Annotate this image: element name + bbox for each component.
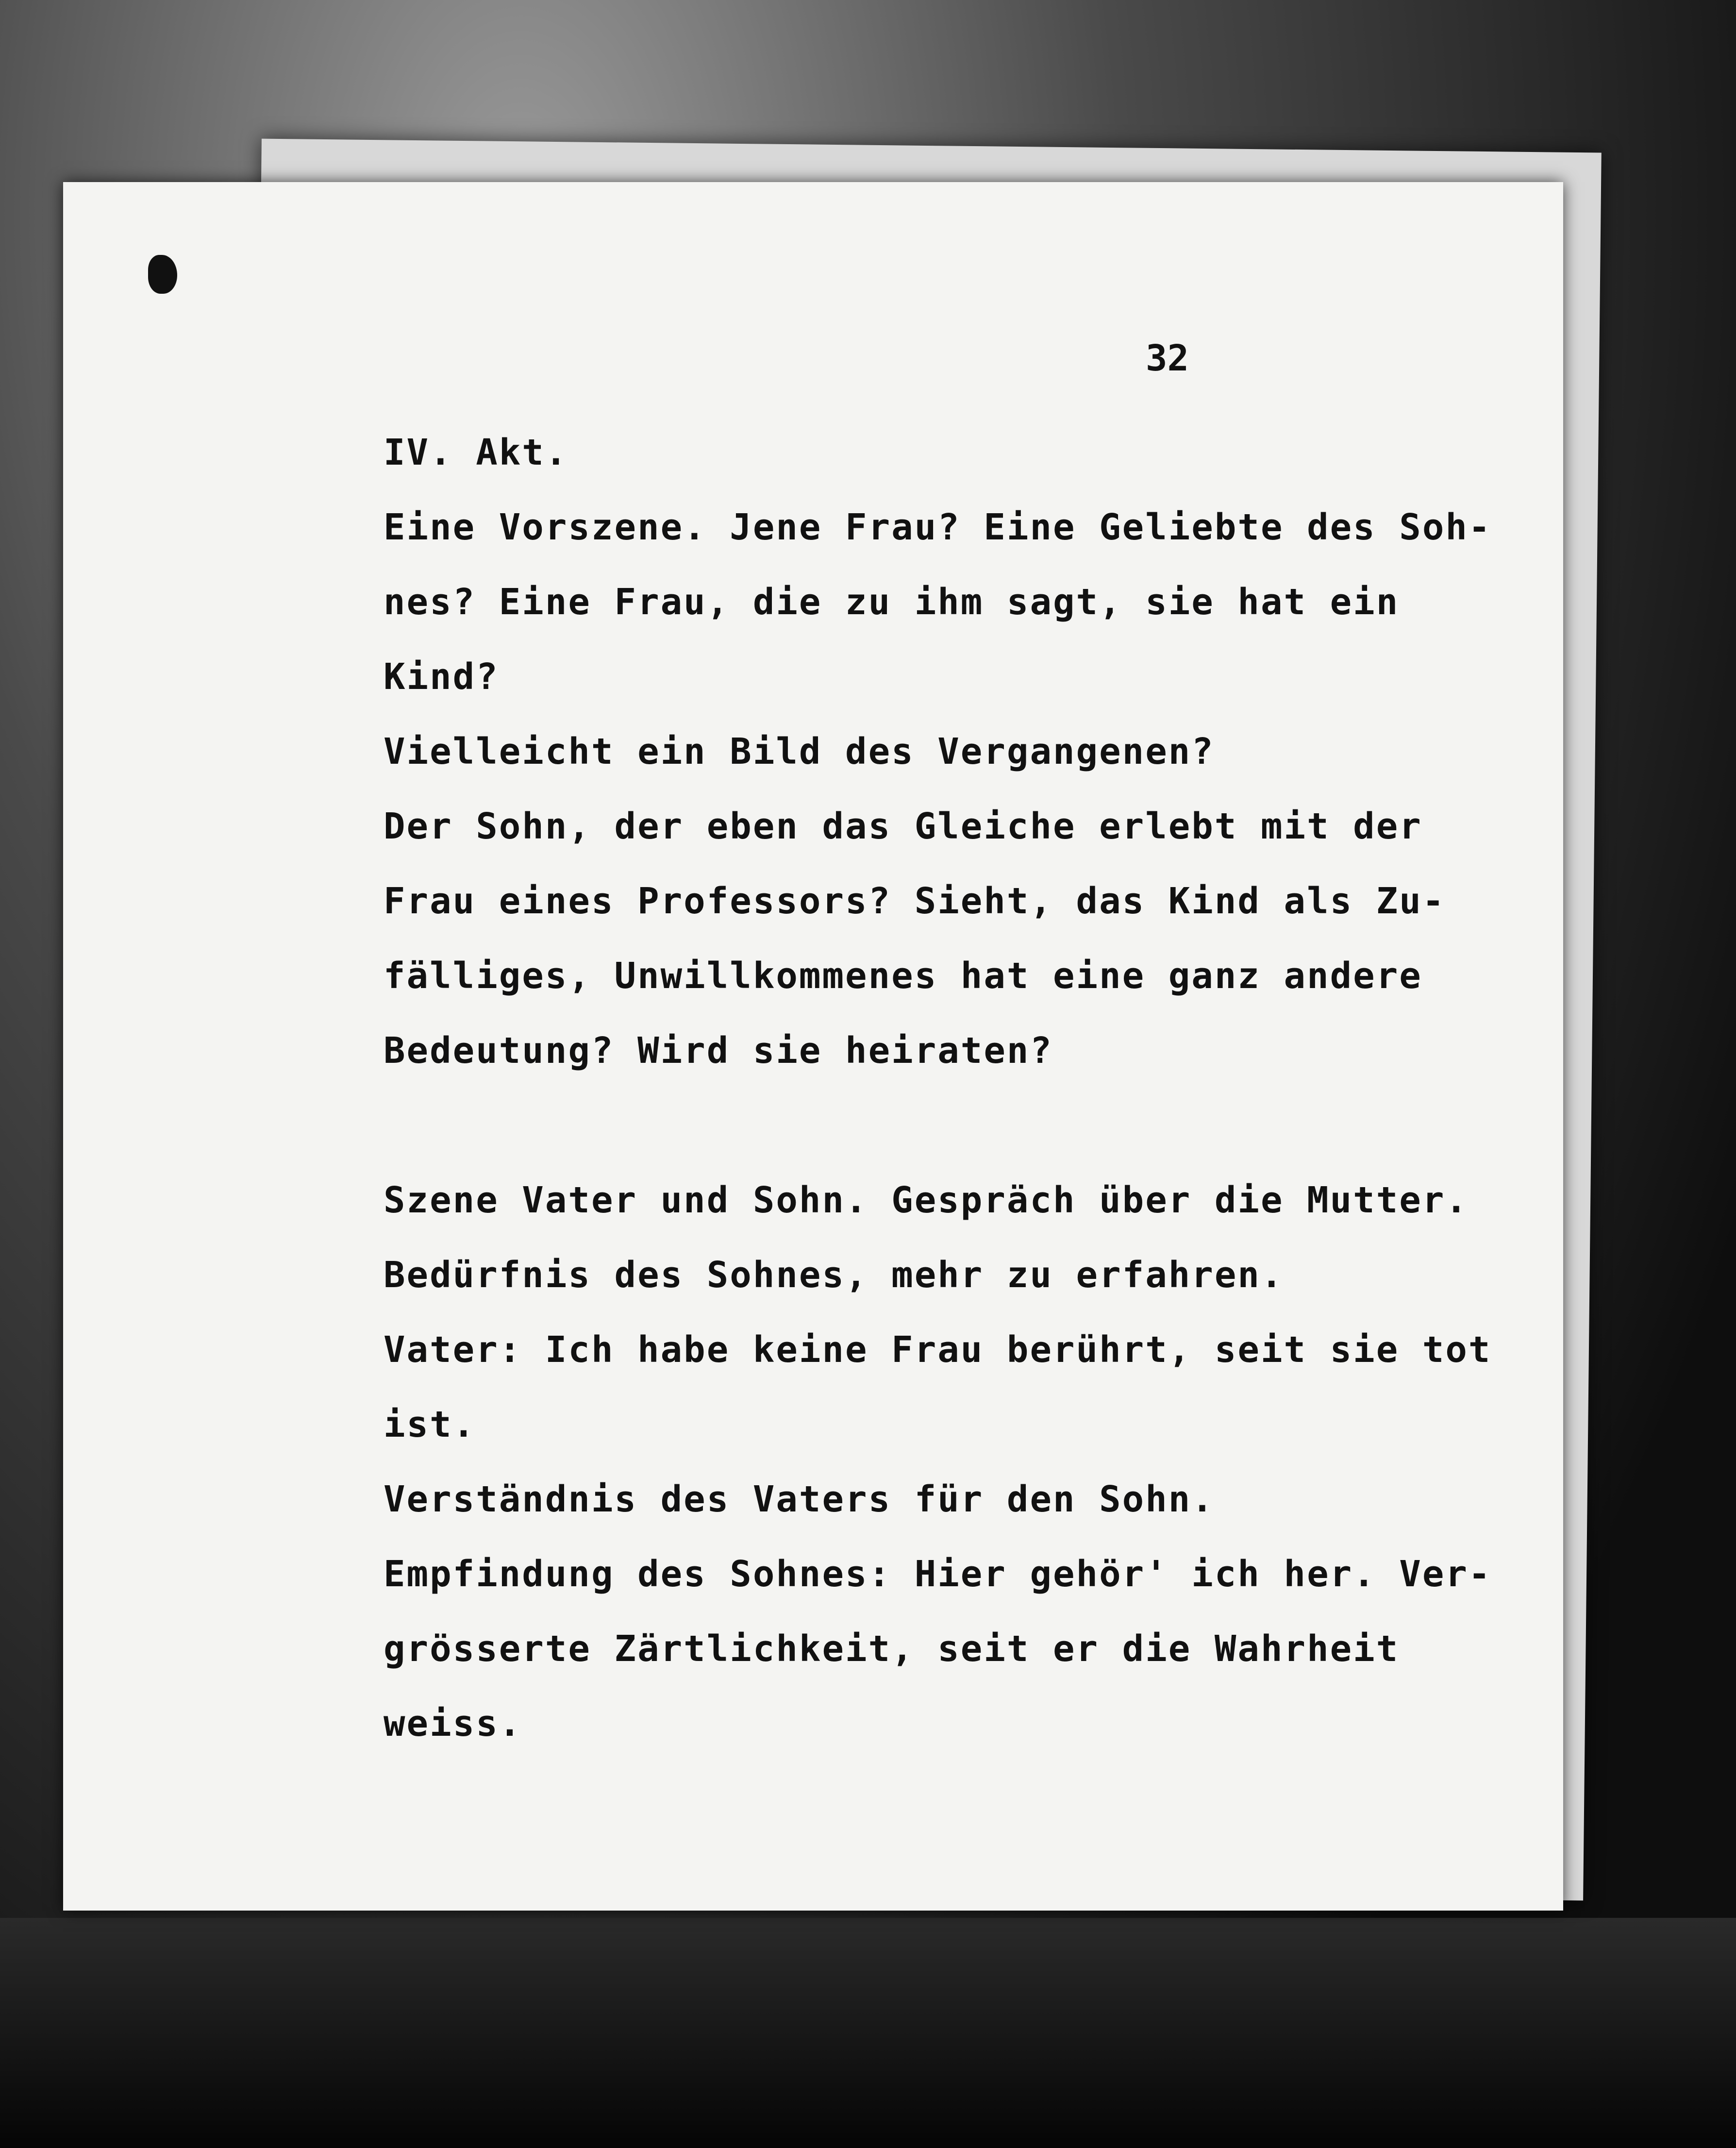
text-line: Frau eines Professors? Sieht, das Kind als Zu-	[384, 880, 1446, 922]
typed-text-block	[384, 415, 1549, 1761]
text-line: fälliges, Unwillkommenes hat eine ganz andere	[384, 955, 1422, 997]
typed-page	[63, 182, 1563, 1911]
punch-hole	[148, 255, 177, 294]
text-line: nes? Eine Frau, die zu ihm sagt, sie hat ein	[384, 581, 1400, 623]
text-line: Verständnis des Vaters für den Sohn.	[384, 1478, 1215, 1520]
text-line: ist.	[384, 1404, 476, 1445]
text-line: Szene Vater und Sohn. Gespräch über die Mutter.	[384, 1179, 1469, 1221]
text-line: Vater: Ich habe keine Frau berührt, seit sie tot	[384, 1329, 1492, 1371]
text-line: Bedeutung? Wird sie heiraten?	[384, 1030, 1053, 1072]
text-line: Empfindung des Sohnes: Hier gehör' ich her. Ver-	[384, 1553, 1492, 1595]
text-line: Kind?	[384, 656, 499, 698]
text-line: Der Sohn, der eben das Gleiche erlebt mit der	[384, 806, 1422, 847]
text-line: grösserte Zärtlichkeit, seit er die Wahrheit	[384, 1628, 1400, 1670]
text-line: weiss.	[384, 1703, 522, 1745]
text-line: Bedürfnis des Sohnes, mehr zu erfahren.	[384, 1254, 1284, 1296]
text-line: Eine Vorszene. Jene Frau? Eine Geliebte des Soh-	[384, 506, 1492, 548]
text-line: IV. Akt.	[384, 432, 568, 473]
photo-background-bottom	[0, 1918, 1736, 2148]
text-line: Vielleicht ein Bild des Vergangenen?	[384, 731, 1215, 772]
page-number: 32	[1146, 337, 1189, 379]
paragraph-gap	[384, 1088, 1549, 1163]
